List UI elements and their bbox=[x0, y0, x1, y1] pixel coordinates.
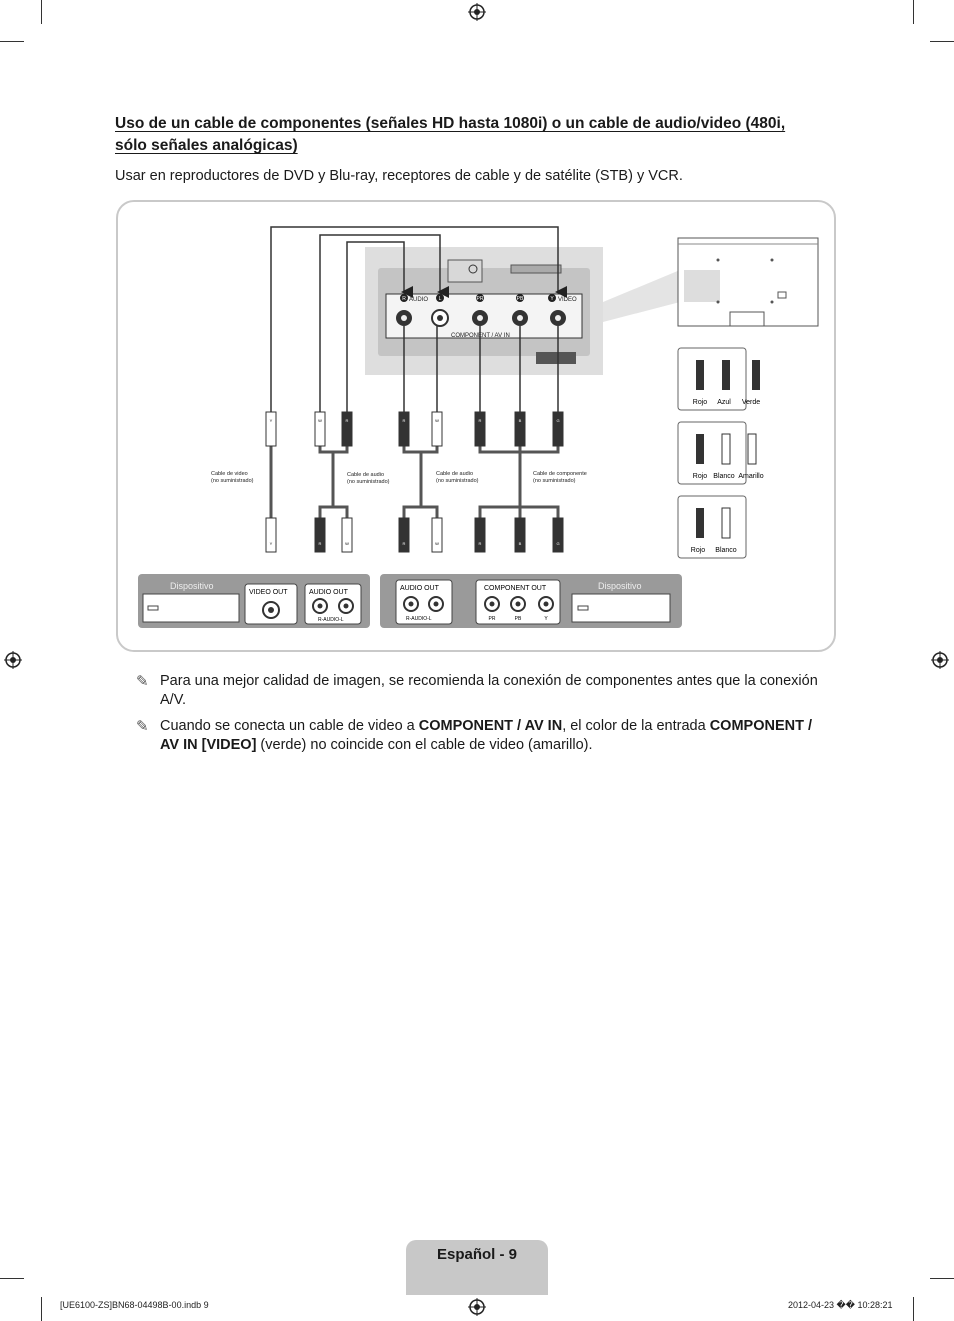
note-2 bbox=[160, 717, 820, 755]
cable-label: (no suministrado) bbox=[211, 478, 254, 484]
legend-label: Azul bbox=[717, 399, 731, 406]
tv-jack-mark: R bbox=[402, 296, 406, 302]
section-title: Uso de un cable de componentes (señales HD hasta 1080i) o un cable de audio/video (480i, sólo señales analógicas) bbox=[115, 115, 786, 154]
crop-mark bbox=[41, 1297, 42, 1321]
plug-letter: B bbox=[518, 418, 522, 423]
plug-letter: W bbox=[435, 418, 439, 423]
crop-mark bbox=[41, 0, 42, 24]
crop-mark bbox=[0, 1278, 24, 1279]
legend-label: Rojo bbox=[690, 547, 706, 554]
note-2-text: Cuando se conecta un cable de video a bbox=[160, 718, 419, 734]
comp-mark: PR bbox=[488, 616, 496, 622]
audio-sub-label: R-AUDIO-L bbox=[406, 616, 432, 622]
plug-letter: W bbox=[318, 418, 322, 423]
component-out-label: COMPONENT OUT bbox=[484, 585, 547, 592]
tv-audio-label: AUDIO bbox=[409, 297, 429, 303]
crop-mark bbox=[930, 41, 954, 42]
tv-back-panel-area bbox=[684, 270, 720, 302]
note-2-bold: COMPONENT / AV IN bbox=[418, 718, 563, 734]
plug-letter: W bbox=[345, 541, 349, 546]
plug-letter: Y bbox=[269, 541, 273, 546]
tv-panel-name: COMPONENT / AV IN bbox=[451, 333, 510, 339]
footer-left: [UE6100-ZS]BN68-04498B-00.indb 9 bbox=[60, 1300, 209, 1310]
device-left bbox=[138, 574, 370, 628]
cable-label: Cable de componente bbox=[533, 471, 587, 477]
registration-mark-icon bbox=[931, 651, 949, 669]
crop-mark bbox=[913, 1297, 914, 1321]
tv-video-label: VIDEO bbox=[558, 297, 577, 303]
plug-letter: R bbox=[345, 418, 349, 423]
plug-letter: R bbox=[478, 418, 482, 423]
audio-out-label: AUDIO OUT bbox=[309, 589, 348, 596]
tv-jack-mark: Y bbox=[550, 296, 554, 302]
plug-letter: R bbox=[478, 541, 482, 546]
crop-mark bbox=[0, 41, 24, 42]
tv-panel-port bbox=[536, 352, 576, 364]
legend-label: Blanco bbox=[715, 547, 737, 554]
plug-letter: G bbox=[556, 541, 560, 546]
note-pencil-icon: ✎ bbox=[136, 718, 149, 735]
note-1: Para una mejor calidad de imagen, se recomienda la conexión de componentes antes que la conexión A/V. bbox=[160, 673, 818, 708]
legend-av bbox=[678, 422, 764, 484]
comp-mark: Y bbox=[544, 616, 548, 622]
crop-mark bbox=[913, 0, 914, 24]
note-2-text: , el color de la entrada bbox=[562, 718, 710, 734]
legend-audio bbox=[678, 496, 746, 558]
device-right-label: Dispositivo bbox=[598, 581, 642, 591]
page-number: Español - 9 bbox=[406, 1240, 548, 1295]
cable-label: Cable de video bbox=[211, 471, 248, 477]
registration-mark-icon bbox=[4, 651, 22, 669]
tv-jack-mark: L bbox=[438, 296, 442, 302]
cable-label: (no suministrado) bbox=[347, 479, 390, 485]
footer-right: 2012-04-23 �� 10:28:21 bbox=[788, 1300, 893, 1310]
connection-diagram-svg bbox=[118, 202, 834, 650]
cable-label: (no suministrado) bbox=[533, 478, 576, 484]
crop-mark bbox=[930, 1278, 954, 1279]
registration-mark-icon bbox=[468, 3, 486, 21]
note-2-bold: COMPONENT / AV IN [VIDEO] bbox=[160, 718, 813, 753]
cable-label: (no suministrado) bbox=[436, 478, 479, 484]
legend-component bbox=[678, 348, 760, 410]
legend-label: Blanco bbox=[713, 473, 735, 480]
audio-sub-label: R-AUDIO-L bbox=[318, 617, 344, 623]
legend-label: Rojo bbox=[692, 473, 708, 480]
zoom-connector bbox=[603, 270, 680, 322]
plug-letter: B bbox=[518, 541, 522, 546]
tv-jack-mark: PB bbox=[516, 296, 524, 302]
plug-letter: R bbox=[402, 418, 406, 423]
cable-label: Cable de audio bbox=[347, 472, 385, 478]
device-right bbox=[380, 574, 682, 628]
plug-letter: G bbox=[556, 418, 560, 423]
registration-mark-icon bbox=[468, 1298, 486, 1316]
legend-label: Rojo bbox=[692, 399, 708, 406]
upper-plugs bbox=[266, 412, 563, 446]
cable-bundles bbox=[271, 442, 558, 520]
legend-label: Verde bbox=[741, 399, 761, 406]
plug-letter: R bbox=[402, 541, 406, 546]
lower-plugs bbox=[266, 518, 563, 552]
comp-mark: PB bbox=[514, 616, 522, 622]
audio-out-label: AUDIO OUT bbox=[400, 585, 439, 592]
legend-label: Amarillo bbox=[738, 473, 764, 480]
plug-letter: Y bbox=[269, 418, 273, 423]
device-left-label: Dispositivo bbox=[170, 581, 214, 591]
intro-text: Usar en reproductores de DVD y Blu-ray, receptores de cable y de satélite (STB) y VCR. bbox=[115, 168, 683, 184]
connection-diagram bbox=[116, 200, 836, 652]
cable-label: Cable de audio bbox=[436, 471, 474, 477]
note-pencil-icon: ✎ bbox=[136, 673, 149, 690]
tv-panel-slot bbox=[511, 265, 561, 273]
tv-jack-mark: PR bbox=[476, 296, 484, 302]
video-out-label: VIDEO OUT bbox=[249, 589, 288, 596]
note-2-text: (verde) no coincide con el cable de video (amarillo). bbox=[256, 737, 593, 753]
plug-letter: R bbox=[318, 541, 322, 546]
plug-letter: W bbox=[435, 541, 439, 546]
cable-labels bbox=[211, 471, 587, 485]
